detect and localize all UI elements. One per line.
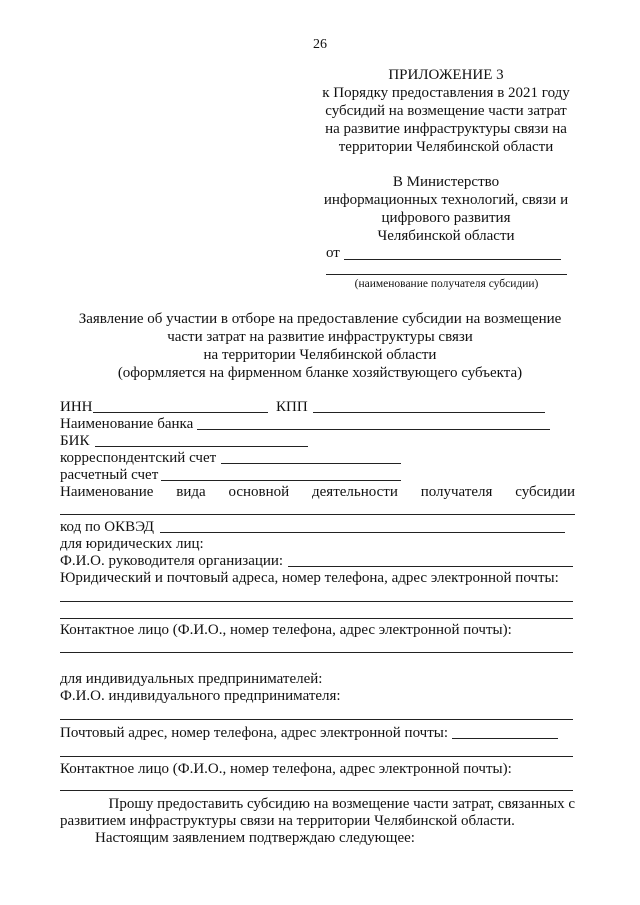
corr-account-label: корреспондентский счет [60, 450, 217, 466]
kpp-field-line[interactable] [313, 412, 545, 413]
from-field-line[interactable] [344, 259, 561, 260]
postal-address-field-line[interactable] [60, 756, 573, 757]
contact-person-ie-field-line[interactable] [60, 790, 573, 791]
ie-fio-field-line[interactable] [60, 719, 573, 720]
activity-word: вида [176, 484, 206, 500]
contact-person-ie-label: Контактное лицо (Ф.И.О., номер телефона, адрес электронной почты): [60, 761, 512, 777]
corr-account-field-line[interactable] [221, 463, 401, 464]
appendix-line: к Порядку предоставления в 2021 году [322, 85, 570, 101]
request-line: Прошу предоставить субсидию на возмещение части затрат, связанных с [108, 796, 575, 812]
okved-label: код по ОКВЭД [60, 519, 154, 535]
legal-entities-heading: для юридических лиц: [60, 536, 204, 552]
postal-address-field-line[interactable] [452, 738, 558, 739]
request-line: развитием инфраструктуры связи на территории Челябинской области. [60, 813, 515, 829]
kpp-label: КПП [276, 399, 308, 415]
activity-field-line[interactable] [60, 514, 575, 515]
statement-title-line: Заявление об участии в отборе на предоставление субсидии на возмещение [78, 311, 562, 327]
settlement-account-label: расчетный счет [60, 467, 159, 483]
appendix-line: на развитие инфраструктуры связи на [325, 121, 567, 137]
appendix-title: ПРИЛОЖЕНИЕ 3 [388, 67, 504, 83]
addressee-line: цифрового развития [381, 210, 511, 226]
recipient-caption: (наименование получателя субсидии) [354, 278, 539, 290]
activity-name-label [60, 483, 575, 501]
activity-word: деятельности [312, 484, 398, 500]
activity-word: Наименование [60, 484, 154, 500]
activity-word: основной [228, 484, 290, 500]
settlement-account-field-line[interactable] [161, 480, 401, 481]
okved-field-line[interactable] [160, 532, 565, 533]
appendix-line: субсидий на возмещение части затрат [325, 103, 567, 119]
head-fio-label: Ф.И.О. руководителя организации: [60, 553, 284, 569]
addressee-line: информационных технологий, связи и [323, 192, 569, 208]
statement-title-line: (оформляется на фирменном бланке хозяйствующего субъекта) [117, 365, 523, 381]
addressee-line: В Министерство [392, 174, 500, 190]
appendix-line: территории Челябинской области [338, 139, 554, 155]
bank-name-field-line[interactable] [197, 429, 550, 430]
inn-field-line[interactable] [93, 412, 268, 413]
statement-title-line: на территории Челябинской области [203, 347, 437, 363]
individual-entrepreneurs-heading: для индивидуальных предпринимателей: [60, 671, 323, 687]
contact-person-label: Контактное лицо (Ф.И.О., номер телефона, адрес электронной почты): [60, 622, 512, 638]
from-label: от [326, 245, 340, 261]
postal-address-label: Почтовый адрес, номер телефона, адрес электронной почты: [60, 725, 449, 741]
bik-field-line[interactable] [95, 446, 308, 447]
legal-addresses-field-line[interactable] [60, 618, 573, 619]
legal-addresses-label: Юридический и почтовый адреса, номер телефона, адрес электронной почты: [60, 570, 559, 586]
confirm-line: Настоящим заявлением подтверждаю следующее: [95, 830, 415, 846]
activity-word: получателя [420, 484, 493, 500]
bik-label: БИК [60, 433, 90, 449]
ie-fio-label: Ф.И.О. индивидуального предпринимателя: [60, 688, 341, 704]
inn-label: ИНН [60, 399, 93, 415]
contact-person-field-line[interactable] [60, 652, 573, 653]
addressee-line: Челябинской области [377, 228, 515, 244]
statement-title-line: части затрат на развитие инфраструктуры связи [167, 329, 473, 345]
page-number: 26 [313, 37, 327, 52]
legal-addresses-field-line[interactable] [60, 601, 573, 602]
bank-name-label: Наименование банка [60, 416, 194, 432]
activity-word: субсидии [515, 484, 575, 500]
head-fio-field-line[interactable] [288, 566, 573, 567]
recipient-field-line[interactable] [326, 274, 567, 275]
